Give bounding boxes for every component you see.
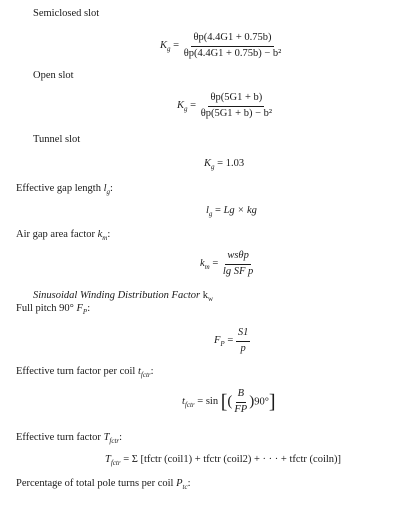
- semiclosed-slot-heading: Semiclosed slot: [33, 8, 100, 19]
- tfctr-denominator: FP: [234, 403, 248, 415]
- km-equation: $k_m$ = $\frac{\text{wsθp}}{\text{lg SF p}}$: [200, 250, 254, 277]
- open-numerator: θp(5G1 + b): [208, 92, 264, 107]
- gap-length-heading: Effective gap length $l_g$:: [16, 183, 113, 197]
- full-pitch-heading: Full pitch 90° $F_P$:: [16, 303, 91, 317]
- fp-denominator: p: [240, 342, 246, 354]
- gap-length-equation: $l_g = Lg$ × kg: [206, 205, 257, 219]
- open-denominator: θp(5G1 + b) − b²: [200, 107, 273, 119]
- turn-factor-heading: Effective turn factor $T_{fctr}$:: [16, 432, 123, 446]
- sinusoidal-heading: Sinusoidal Winding Distribution Factor $k_w$: [33, 290, 214, 304]
- tunnel-slot-heading: Tunnel slot: [33, 134, 81, 145]
- tfctr-equation: $t_{fctr} = \sin$ [( $\frac{B}{FP}$ )90°]: [182, 388, 276, 415]
- tunnel-kg-equation: $K_g = 1.03$: [204, 158, 245, 172]
- semiclosed-denominator: θp(4.4G1 + 0.75b) − b²: [183, 47, 282, 59]
- open-slot-heading: Open slot: [33, 70, 74, 81]
- semiclosed-numerator: θp(4.4G1 + 0.75b): [191, 32, 273, 47]
- tunnel-value: 1.03: [225, 158, 245, 169]
- tfctr-numerator: B: [236, 388, 246, 403]
- gap-length-rhs: Lg × kg: [223, 205, 257, 216]
- km-denominator: lg SF p: [222, 265, 254, 277]
- Tfctr-rhs: Σ [tfctr (coil1) + tfctr (coil2) + · · · + tfctr (coiln)]: [131, 454, 342, 465]
- turn-factor-coil-heading: Effective turn factor per coil $t_{fctr}$:: [16, 366, 154, 380]
- fp-equation: $F_P$ = $\frac{S1}{p}$: [214, 327, 249, 354]
- pole-turns-heading: Percentage of total pole turns per coil $P_{tc}$:: [16, 478, 191, 492]
- semiclosed-kg-equation: $K_g$ = $\frac{\theta p(4.4G1 + 0.75b)}{\text{θp(4.4G1 + 0.75b) − b²}}$: [160, 32, 282, 59]
- open-kg-equation: $K_g$ = $\frac{\theta p(5G1 + b)}{\text{θp(5G1 + b) − b²}}$: [177, 92, 273, 119]
- fp-numerator: S1: [236, 327, 251, 342]
- gap-area-heading: Air gap area factor $k_m$:: [16, 229, 111, 243]
- km-numerator: wsθp: [225, 250, 251, 265]
- Tfctr-equation: $T_{fctr} = \Sigma$ [tfctr (coil1) + tfctr (coil2) + · · · + tfctr (coiln)]: [105, 454, 342, 468]
